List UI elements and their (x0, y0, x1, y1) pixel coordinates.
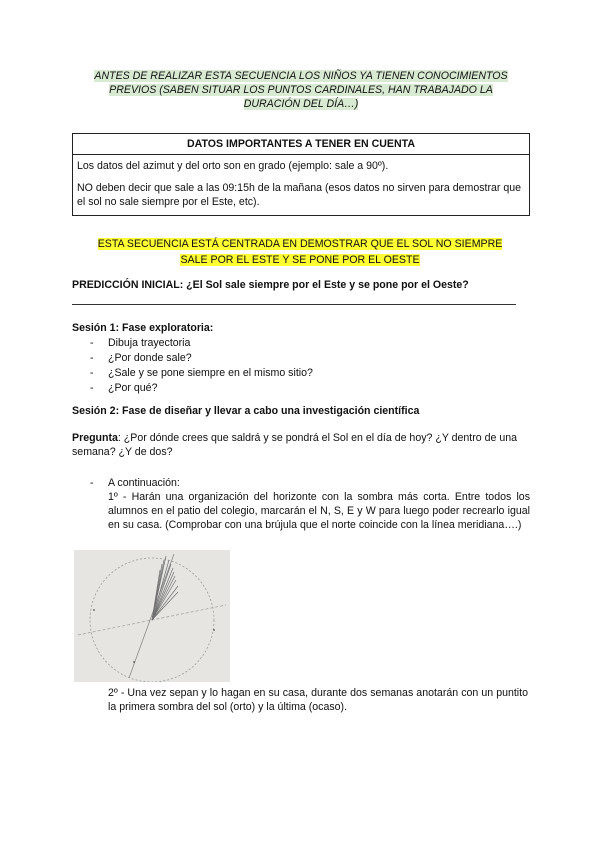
data-box (72, 133, 530, 216)
intro-note-line: PREVIOS (SABEN SITUAR LOS PUNTOS CARDINALES, HAN TRABAJADO LA (109, 84, 493, 96)
intro-note-line: DURACIÓN DEL DÍA…) (243, 98, 359, 110)
continuation-block (72, 476, 530, 532)
list-item: - Dibuja trayectoria (72, 336, 532, 351)
session-1-list (72, 336, 532, 396)
data-box-body (73, 155, 529, 215)
answer-line (72, 304, 516, 305)
session-1-title: Sesión 1: Fase exploratoria: (72, 322, 214, 334)
horizon-sketch-drawing (74, 550, 230, 682)
data-box-paragraph: Los datos del azimut y del orto son en grado (ejemplo: sale a 90º). (77, 160, 389, 172)
question-label: Pregunta (72, 432, 118, 444)
list-item: - ¿Por qué? (72, 381, 532, 396)
intro-note (76, 69, 526, 111)
step-2-text: 2º - Una vez sepan y lo hagan en su casa, durante dos semanas anotarán con un puntito la primera sombra del sol (orto) y la última (ocaso). (108, 687, 528, 713)
list-item: - ¿Por donde sale? (72, 351, 532, 366)
intro-note-line: ANTES DE REALIZAR ESTA SECUENCIA LOS NIÑOS YA TIENEN CONOCIMIENTOS (94, 70, 508, 82)
list-item: - ¿Sale y se pone siempre en el mismo sitio? (72, 366, 532, 381)
horizon-sketch-photo (74, 550, 230, 682)
data-box-title: DATOS IMPORTANTES A TENER EN CUENTA (73, 134, 529, 155)
session-2-title: Sesión 2: Fase de diseñar y llevar a cabo una investigación científica (72, 405, 420, 417)
prediction-heading: PREDICCIÓN INICIAL: ¿El Sol sale siempre por el Este y se pone por el Oeste? (72, 279, 469, 291)
data-box-paragraph: NO deben decir que sale a las 09:15h de la mañana (esos datos no sirven para demostrar que el sol no sale siempre por el Este, etc). (77, 182, 522, 208)
session-1 (72, 322, 532, 396)
list-dash: - (90, 477, 94, 489)
focus-line: SALE POR EL ESTE Y SE PONE POR EL OESTE (180, 254, 420, 266)
question-text: : ¿Por dónde crees que saldrá y se pondrá el Sol en el día de hoy? ¿Y dentro de una semana? ¿Y de dos? (72, 432, 518, 458)
step-1-text: 1º - Harán una organización del horizonte con la sombra más corta. Entre todos los alumnos en el patio del colegio, marcarán el N, S, E y W para luego poder recrearlo igual en su casa. (Comprobar con una brújula que el norte coincide con la línea meridiana….) (108, 491, 530, 531)
question-paragraph (72, 431, 530, 459)
focus-line: ESTA SECUENCIA ESTÁ CENTRADA EN DEMOSTRAR QUE EL SOL NO SIEMPRE (97, 238, 503, 250)
continuation-lead: A continuación: (108, 477, 180, 489)
focus-note (80, 236, 520, 268)
